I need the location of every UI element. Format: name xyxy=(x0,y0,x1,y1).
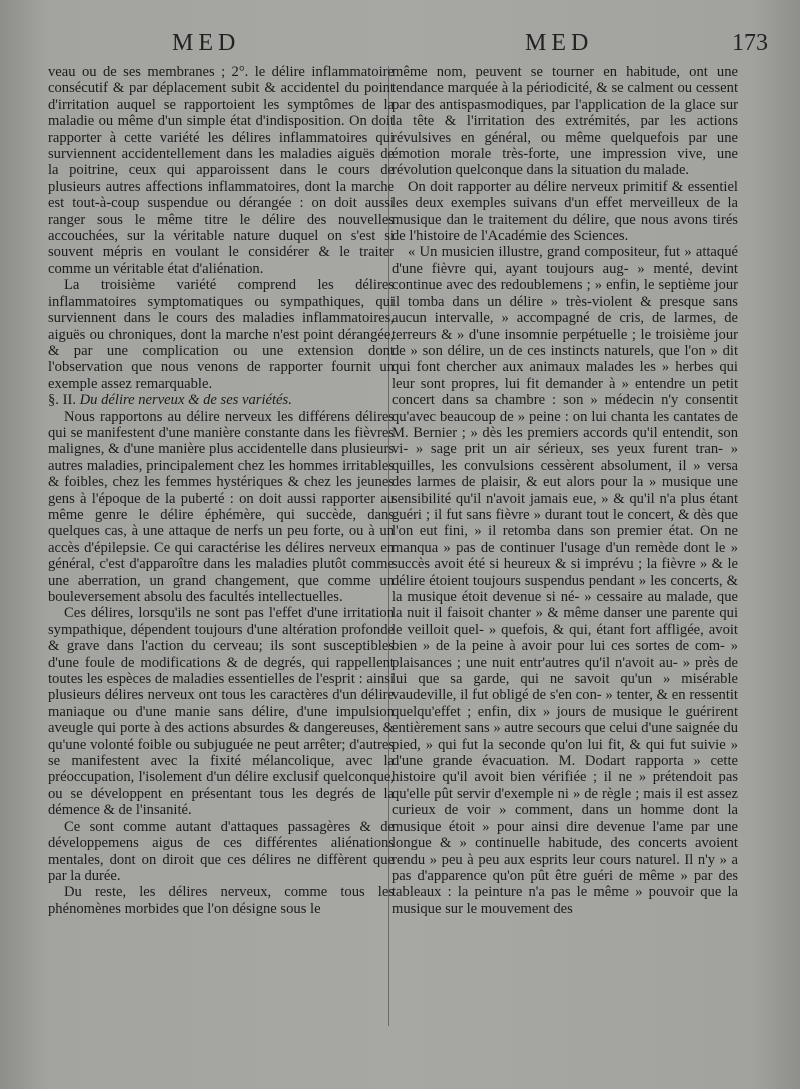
quotation-paragraph: « Un musicien illustre, grand compositeur, fut » attaqué d'une fièvre qui, ayant toujours aug- » menté, devint continue avec des redoublemens ; » enfin, le septième jour il tomba dans un délire » très-violent & presque sans aucun intervalle, » accompagné de cris, de larmes, de terreurs & » d'une insomnie perpétuelle ; le troisième jour de » son délire, un de ces instincts naturels, que l'on » dit qui font chercher aux animaux malades les » herbes qui leur sont propres, lui fit demander à » entendre un petit concert dans sa chambre : son » médecin n'y consentit qu'avec beaucoup de » peine : on lui chanta les cantates de M. Bernier ; » dès les premiers accords qu'il entendit, son vi- » sage prit un air sérieux, ses yeux furent tran- » quilles, les convulsions cessèrent absolument, il » versa des larmes de plaisir, & eut alors pour la » musique une sensibilité qu'il n'avoit jamais eue, » & qu'il n'a plus étant guéri ; il fut sans fièvre » durant tout le concert, & dès que l'on eut fini, » il retomba dans son premier état. On ne manqua » pas de continuer l'usage d'un remède dont le » succès avoit été si heureux & si imprévu ; la fièvre » & le délire étoient toujours suspendus pendant » les concerts, & la musique étoit devenue si né- » cessaire au malade, que la nuit il faisoit chanter » & même danser une parente qui le veilloit quel- » quefois, & qui, étant fort affligée, avoit bien » de la peine à avoir pour lui ces sortes de com- » plaisances ; une nuit entr'autres qu'il n'avoit au- » près de lui que sa garde, qui ne savoit qu'un » misérable vaudeville, il fut obligé de s'en con- » tenter, & en ressentit quelqu'effet ; enfin, dix » jours de musique le guérirent entièrement sans » autre secours que celui d'une saignée du pied, » qui fut la seconde qu'on lui fit, & qui fut suivie » d'une grande évacuation. M. Dodart rapporta » cette histoire qu'il avoit bien vérifiée ; il ne » prétendoit pas qu'elle pût servir d'exemple ni » de règle ; mais il est assez curieux de voir » comment, dans un homme dont la musique étoit » pour ainsi dire devenue l'ame par une longue & » continuelle habitude, des concerts avoient rendu » peu à peu aux esprits leur cours naturel. Il n'y » a pas d'apparence qu'on pût être guéri de même » par des tableaux : la peinture n'a pas le même » pouvoir que la musique sur le mouvement des xyxy=(392,244,738,917)
paragraph: Ces délires, lorsqu'ils ne sont pas l'effet d'une irritation sympathique, dépendent toujours d'une altération profonde & grave dans l'action du cerveau; ils sont susceptibles d'une foule de modifications & de degrés, qui rappellent toutes les espèces de maladies essentielles de l'esprit : ainsi plusieurs délires nerveux ont tous les caractères d'un délire maniaque ou d'une manie sans délire, d'une impulsion aveugle qui porte à des actions absurdes & dangereuses, & qu'une volonté foible ou subjuguée ne peut arrêter; d'autres se manifestent avec la fixité mélancolique, avec la préoccupation, l'isolement d'un délire exclusif quelconque, ou se développent en présentant tous les degrés de la démence & de l'insanité. xyxy=(48,605,394,819)
running-head-right: MED xyxy=(525,30,594,56)
paragraph: Nous rapportons au délire nerveux les différens délires qui se manifestent d'une manière constante dans les fièvres malignes, & d'une manière plus accidentelle dans plusieurs autres maladies, principalement chez les hommes irritables & foibles, chez les femmes hystériques & chez les jeunes gens à l'époque de la puberté : on doit aussi rapporter au même genre le délire éphémère, qui succède, dans quelques cas, à une attaque de nerfs un peu forte, ou à un accès d'épilepsie. Ce qui caractérise les délires nerveux en général, c'est d'apparoître dans les maladies plutôt comme une aberration, un grand changement, que comme un bouleversement absolu des facultés intellectuelles. xyxy=(48,408,394,605)
right-column xyxy=(392,64,738,917)
section-number: §. II. xyxy=(48,392,76,409)
paragraph: La troisième variété comprend les délires inflammatoires symptomatiques ou sympathiques, qui surviennent dans le cours des maladies inflammatoires, aiguës ou chroniques, dont la marche n'est point dérangée, & par une complication ou une extension dont l'observation que nous venons de rapporter fournit un exemple assez remarquable. xyxy=(48,277,394,392)
paragraph: même nom, peuvent se tourner en habitude, ont une tendance marquée à la périodicité, & se calment ou cessent par des antispasmodiques, par l'application de la glace sur la tête & l'irritation des extrémités, par les actions révulsives en général, ou même quelquefois par une émotion morale très-forte, une impression vive, une révolution quelconque dans la situation du malade. xyxy=(392,64,738,179)
running-head-left: MED xyxy=(172,30,241,56)
left-column xyxy=(48,64,394,917)
paragraph: veau ou de ses membranes ; 2°. le délire inflammatoire consécutif & par déplacement subit & accidentel du point d'irritation auquel se rapportoient les symptômes de la maladie ou même d'un simple état d'indisposition. On doit rapporter à cette variété les délires inflammatoires qui surviennent accidentellement dans les maladies aiguës de la poitrine, ceux qui apparoissent dans le cours de plusieurs autres affections inflammatoires, dont la marche est tout-à-coup suspendue ou dérangée : on doit aussi ranger sous le même titre le délire des nouvelles accouchées, sur la véritable nature duquel on s'est si souvent mépris en voulant le considérer & le traiter comme un véritable état d'aliénation. xyxy=(48,64,394,277)
paragraph: On doit rapporter au délire nerveux primitif & essentiel les deux exemples suivans d'un effet merveilleux de la musique dan le traitement du délire, que nous avons tirés de l'histoire de l'Académie des Sciences. xyxy=(392,178,738,245)
section-heading xyxy=(48,392,394,408)
page-number: 173 xyxy=(732,30,768,56)
paragraph: Du reste, les délires nerveux, comme tous les phénomènes morbides que l'on désigne sous le xyxy=(48,884,394,917)
section-title: Du délire nerveux & de ses variétés. xyxy=(79,392,292,409)
page-header xyxy=(0,30,800,62)
paragraph: Ce sont comme autant d'attaques passagères & de développemens aigus de ces différentes aliénations mentales, dont on diroit que ces délires ne diffèrent que par la durée. xyxy=(48,818,394,884)
